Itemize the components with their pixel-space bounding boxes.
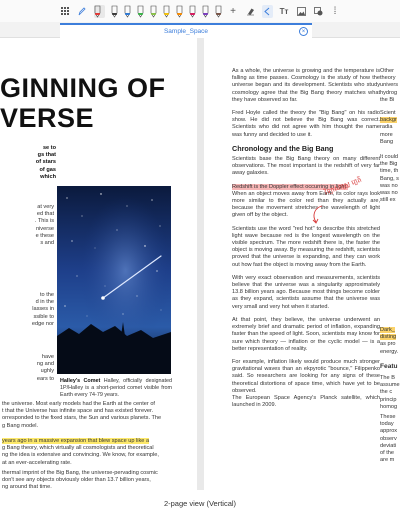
document-viewer[interactable]	[0, 38, 400, 490]
annotation-arrow-icon	[308, 204, 326, 226]
edge-line: observ	[380, 435, 397, 442]
eraser-icon[interactable]	[245, 5, 256, 18]
mid-line: e these	[35, 232, 54, 239]
edge-line: was no	[380, 190, 398, 197]
left-para-3	[2, 470, 197, 490]
intro-line: which	[40, 173, 56, 180]
paragraph: Fred Hoyle called the theory the "Big Bang" on his radio show. He did not believe the Big Bang was correct. Scientists who did not agree with him thought the name was funny and decided to use it.	[232, 110, 380, 138]
text-line: don't see any objects obviously older than 13.7 billion years,	[2, 477, 151, 484]
paragraph: When an object moves away from Earth, its color rays look more similar to the color red than they actually are, because the movement stretches the wavelength of light given off by the object.	[232, 190, 380, 219]
edge-line	[380, 327, 400, 334]
edge-line: Scient	[380, 110, 396, 116]
caption-text: Halley, officially designated 1P/Halley is a short-period comet visible from Earth every 74-79 years.	[60, 378, 173, 398]
text-line: ng around that time.	[2, 484, 52, 490]
lower-line: ssible to	[33, 313, 54, 320]
right-column	[232, 68, 380, 415]
left-para-2	[2, 438, 197, 467]
lasso-icon[interactable]	[262, 5, 273, 18]
pen-icon-brown[interactable]	[215, 5, 222, 18]
right-page	[204, 38, 400, 490]
pen-icon-pink[interactable]	[189, 5, 196, 18]
next-column-fragment	[380, 68, 400, 104]
intro-text-fragment	[2, 145, 56, 181]
pen-icon-lime[interactable]	[150, 5, 157, 18]
photo-caption	[60, 378, 172, 399]
paragraph: Scientists base the Big Bang theory on many different observations. The most important is the redshift of very far away galaxies.	[232, 156, 380, 177]
lower-line: edge nor	[31, 320, 54, 327]
tab-sample-space[interactable]	[60, 23, 312, 38]
image-icon[interactable]	[296, 5, 307, 18]
edge-line: the Bi	[380, 96, 395, 103]
edge-line: Other	[380, 68, 394, 74]
page-title-line2: VERSE	[0, 103, 95, 133]
edge-line: time, th	[380, 168, 399, 175]
edge-line: These	[380, 414, 396, 420]
lower-line: lasses in	[32, 306, 54, 313]
highlighted-line	[2, 438, 197, 445]
next-column-fragment	[380, 375, 400, 411]
orange-highlight[interactable]: Dark_	[380, 327, 395, 333]
mid-line: . This is	[34, 218, 54, 225]
edge-line: was no	[380, 182, 398, 189]
mid-line: s and	[40, 240, 54, 247]
edge-line: The B	[380, 375, 395, 381]
grid-icon[interactable]	[60, 5, 71, 18]
text-line: thermal imprint of the Big Bang, the universe-pervading cosmic	[2, 470, 158, 476]
edge-line: are m	[380, 457, 395, 464]
text-line: at an ever-accelerating rate.	[2, 459, 72, 466]
edge-line: more	[380, 131, 393, 138]
edge-line: homog	[380, 403, 398, 410]
page-title-line1: GINNING OF	[0, 73, 166, 103]
bottom-line: have	[41, 354, 54, 360]
edge-line: theory	[380, 75, 396, 82]
text-line: t that the Universe has infinite space and has existed forever.	[2, 408, 154, 415]
comet-photo	[57, 186, 171, 374]
paragraph: With very exact observation and measurements, scientists believe that the universe was a singularity approximately 13.8 billion years ago. Because most things become colder as they expand, scientists assume that the universe was very small and very hot when it started.	[232, 274, 380, 310]
paragraph: At that point, they believe, the universe underwent an extremely brief and dramatic period of inflation, expanding faster than the speed of light. Soon, scientists may know for sure which theory — inflation or the cyclic model — is a better representation of reality.	[232, 316, 380, 352]
edge-line: the Big	[380, 161, 398, 168]
edge-line	[380, 334, 400, 341]
edge-line: approx	[380, 428, 398, 435]
lower-line: d in the	[35, 299, 54, 306]
red-highlight[interactable]: Redshift is the Doppler effect occurring in light.	[232, 183, 348, 190]
intro-line: gs that	[37, 152, 56, 159]
left-para-1	[2, 401, 197, 430]
intro-line: of gas	[39, 166, 56, 173]
paragraph: For example, inflation likely would produce much stronger gravitational waves than an ekpyrotic "bounce," Filippenko said. So researchers are looking for any signs of these theoretical distortions of space time, which have yet to be observed.	[232, 358, 380, 394]
view-mode-label	[0, 490, 400, 516]
edge-line: hydrog	[380, 89, 398, 96]
edge-line: today	[380, 421, 394, 428]
paragraph: The European Space Agency's Planck satellite, which launched in 2009.	[232, 394, 380, 409]
edge-line: still ex	[380, 197, 396, 204]
text-line: orresponded to the fixed stars, the Sun and various planets. The	[2, 415, 162, 422]
mid-line: at very	[37, 204, 54, 210]
cursor-pen-icon[interactable]	[77, 5, 88, 18]
edge-line: Bang	[380, 138, 394, 145]
bottom-line: ears to	[36, 375, 54, 382]
mid-text-fragment	[2, 204, 54, 247]
edge-line: the c	[380, 389, 393, 396]
next-column-fragment	[380, 110, 400, 146]
intro-line: of stars	[35, 159, 56, 166]
text-line: ng the idea is extensive and convincing. We know, for example,	[2, 452, 159, 459]
section-heading: Chronology and the Big Bang	[232, 143, 334, 153]
paragraph: As a whole, the universe is growing and the temperature is falling as time passes. Cosmology is the study of how the universe began and its development. Scientists who study cosmology agree that the Big Bang theory matches what they have observed so far.	[232, 68, 380, 103]
left-page	[0, 38, 197, 490]
paragraph: Scientists use the word "red hot" to describe this stretched light wave because red is the longest wavelength on the visible spectrum. The more redshift there is, the faster the object is moving away. By measuring the redshift, scientists proved that the universe is expanding, and they can work out how fast the object is moving away from the Earth.	[232, 225, 380, 268]
handwritten-annotation[interactable]: វិទ្យាសាស្ត្រ ភ្លេតិ	[323, 175, 363, 197]
pen-icon-purple[interactable]	[202, 5, 209, 18]
more-icon[interactable]: ⁞	[333, 5, 337, 17]
edge-line: princip	[380, 396, 397, 403]
pen-icon-blue[interactable]	[124, 5, 131, 18]
lower-text-fragment	[2, 292, 54, 328]
edge-line: It could	[380, 154, 399, 160]
edge-line: of the	[380, 450, 394, 457]
pen-icon-orange[interactable]	[176, 5, 183, 18]
close-icon[interactable]: ×	[299, 27, 308, 36]
edge-line: radia	[380, 124, 393, 131]
yellow-highlight[interactable]: years ago in a massive expansion that blew space up like a	[2, 438, 150, 444]
document-tab-bar	[0, 22, 400, 38]
pen-icon-green[interactable]	[137, 5, 144, 18]
text-line: g Bang model.	[2, 422, 39, 429]
shape-icon[interactable]	[313, 5, 324, 18]
edge-line: univers	[380, 82, 399, 89]
lower-line: to the	[40, 292, 54, 298]
bottom-text-fragment	[2, 354, 54, 383]
pen-icon-red[interactable]	[94, 5, 105, 18]
next-column-fragment	[380, 154, 400, 204]
bottom-line: ng and	[36, 361, 54, 368]
next-column-heading: Featu	[380, 363, 398, 370]
edge-line: Bang, s	[380, 175, 399, 182]
mid-line: ed that	[36, 211, 54, 218]
intro-line: se to	[42, 145, 56, 151]
edge-line	[380, 117, 400, 124]
edge-line: deviati	[380, 442, 397, 449]
text-line: g Bang theory, which virtually all cosmologists and theoretical	[2, 445, 154, 452]
bottom-line: ughly	[40, 368, 54, 375]
next-column-fragment	[380, 327, 400, 356]
tab-title: Sample_Space	[163, 28, 209, 35]
pen-icon-yellow[interactable]	[163, 5, 170, 18]
pen-icon-black[interactable]	[111, 5, 118, 18]
edge-line: energy.	[380, 348, 399, 355]
caption-title: Halley's Comet	[60, 378, 101, 384]
plus-icon[interactable]: +	[230, 5, 236, 17]
text-icon[interactable]: Tт	[279, 6, 289, 16]
annotation-toolbar	[0, 0, 400, 22]
next-column-fragment	[380, 414, 400, 464]
view-mode-text: 2-page view (Vertical)	[163, 498, 237, 508]
edge-line: assume	[380, 382, 400, 389]
text-line: the universe. Most early models had the Earth at the center of	[2, 401, 155, 407]
edge-line: as pro	[380, 341, 396, 348]
orange-highlight[interactable]: disting	[380, 334, 397, 341]
mid-line: niverse	[35, 225, 54, 232]
orange-highlight[interactable]: backgr	[380, 117, 397, 124]
